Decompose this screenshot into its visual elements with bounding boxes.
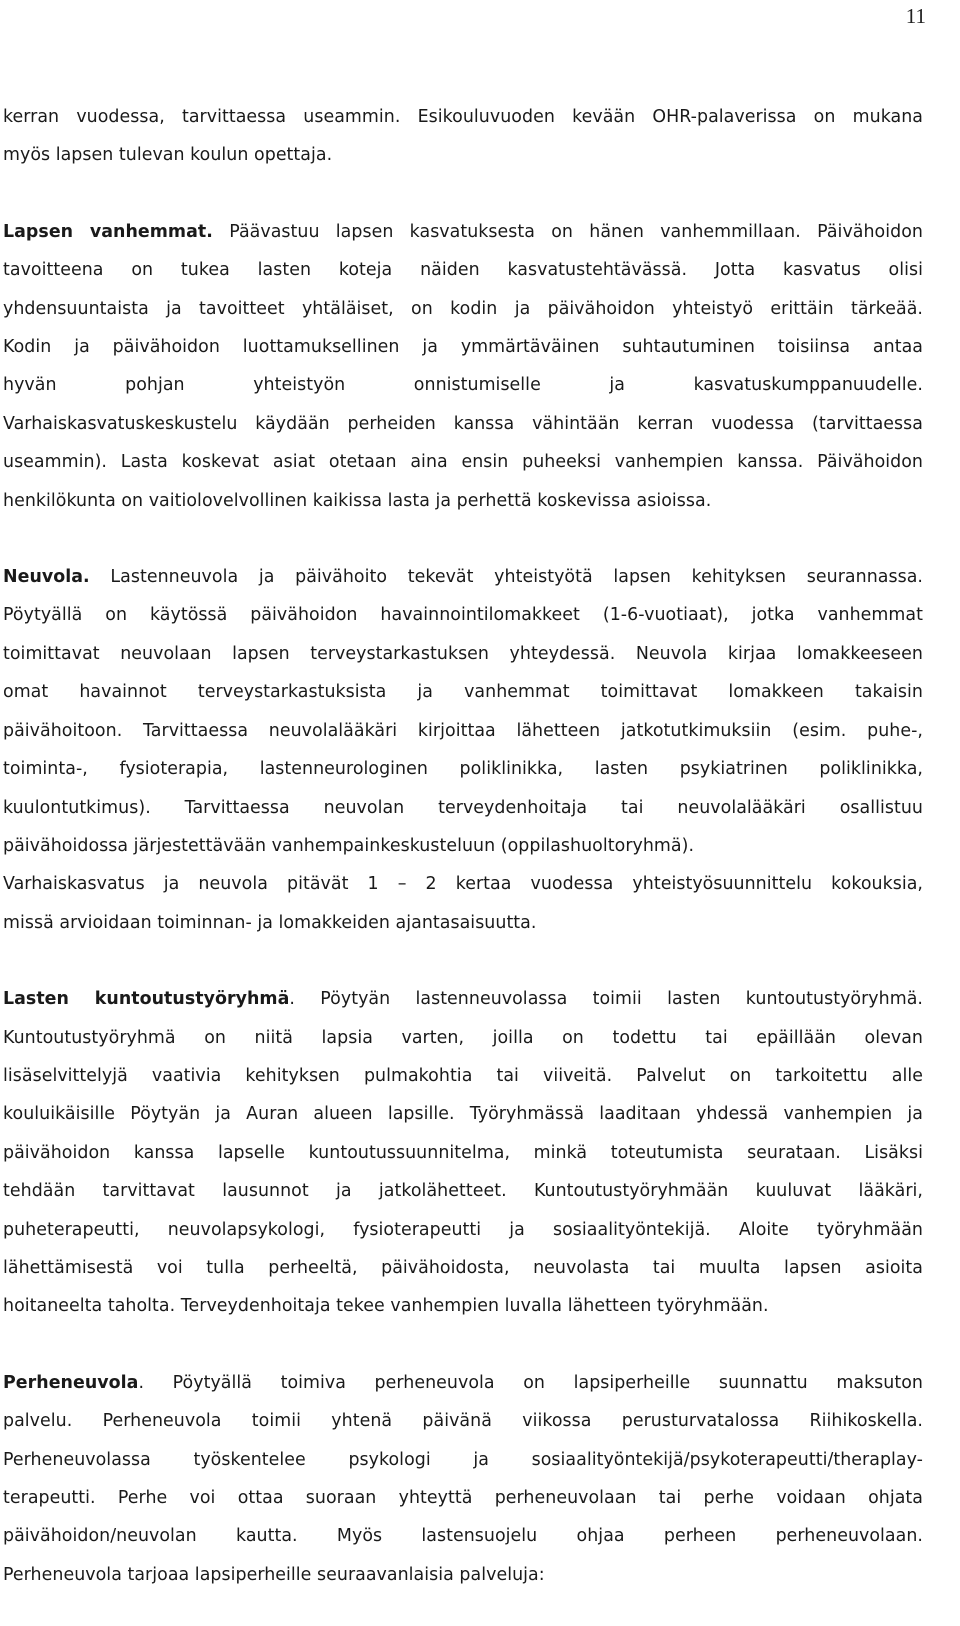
- text-line: henkilökunta on vaitiolovelvollinen kaikissa lasta ja perhettä koskevissa asioissa.: [3, 490, 712, 511]
- text-line: kouluikäisille Pöytyän ja Auran alueen lapsille. Työryhmässä laaditaan yhdessä vanhempien ja: [3, 1104, 923, 1125]
- text-line: päivähoidon kanssa lapselle kuntoutussuunnitelma, minkä toteutumista seurataan. Lisäksi: [3, 1142, 923, 1163]
- text-line: missä arvioidaan toiminnan- ja lomakkeiden ajantasaisuutta.: [3, 912, 537, 933]
- text-line: toimittavat neuvolaan lapsen terveystarkastuksen yhteydessä. Neuvola kirjaa lomakkeeseen: [3, 643, 923, 664]
- text-line: kerran vuodessa, tarvittaessa useammin. Esikouluvuoden kevään OHR-palaverissa on mukana: [3, 107, 923, 127]
- text-line: Perheneuvola tarjoaa lapsiperheille seuraavanlaisia palveluja:: [3, 1564, 545, 1585]
- text-line: Varhaiskasvatus ja neuvola pitävät 1 – 2 kertaa vuodessa yhteistyösuunnittelu kokouksia,: [3, 874, 923, 895]
- paragraph-heading: Neuvola.: [3, 567, 90, 588]
- paragraph-heading: Lapsen vanhemmat.: [3, 221, 213, 242]
- text-line: omat havainnot terveystarkastuksista ja vanhemmat toimittavat lomakkeen takaisin: [3, 682, 923, 703]
- text-line: Perheneuvolassa työskentelee psykologi ja sosiaalityöntekijä/psykoterapeutti/theraplay-: [3, 1449, 923, 1470]
- text-line: useammin). Lasta koskevat asiat otetaan aina ensin puheeksi vanhempien kanssa. Päivähoidon: [3, 452, 923, 473]
- text-line: toiminta-, fysioterapia, lastenneurologinen poliklinikka, lasten psykiatrinen poliklinikka,: [3, 759, 923, 780]
- text-line: Pöytyällä on käytössä päivähoidon havainnointilomakkeet (1-6-vuotiaat), jotka vanhemmat: [3, 605, 923, 626]
- paragraph-heading: Lasten kuntoutustyöryhmä: [3, 989, 290, 1010]
- text-line: puheterapeutti, neuvolapsykologi, fysioterapeutti ja sosiaalityöntekijä. Aloite työryhmään: [3, 1219, 923, 1240]
- text-line: lisäselvittelyjä vaativia kehityksen pulmakohtia tai viiveitä. Palvelut on tarkoitettu alle: [3, 1065, 923, 1086]
- text-line: palvelu. Perheneuvola toimii yhtenä päivänä viikossa perusturvatalossa Riihikoskella.: [3, 1411, 923, 1432]
- document-body: [3, 98, 923, 1594]
- text-line: tehdään tarvittavat lausunnot ja jatkolähetteet. Kuntoutustyöryhmään kuuluvat lääkäri,: [3, 1181, 923, 1202]
- text-line: Lasten kuntoutustyöryhmä. Pöytyän lastenneuvolassa toimii lasten kuntoutustyöryhmä.: [3, 989, 923, 1010]
- text-line: terapeutti. Perhe voi ottaa suoraan yhteyttä perheneuvolaan tai perhe voidaan ohjata: [3, 1488, 923, 1508]
- text-line: Kodin ja päivähoidon luottamuksellinen ja ymmärtäväinen suhtautuminen toisiinsa antaa: [3, 337, 923, 358]
- text-line: lähettämisestä voi tulla perheeltä, päivähoidosta, neuvolasta tai muulta lapsen asioita: [3, 1257, 923, 1278]
- text-line: kuulontutkimus). Tarvittaessa neuvolan terveydenhoitaja tai neuvolalääkäri osallistuu: [3, 797, 923, 818]
- page-number: 11: [905, 4, 926, 28]
- paragraph-heading: Perheneuvola: [3, 1372, 139, 1393]
- text-line: päivähoitoon. Tarvittaessa neuvolalääkäri kirjoittaa lähetteen jatkotutkimuksiin (esim. puhe-,: [3, 720, 923, 741]
- text-line: Varhaiskasvatuskeskustelu käydään perheiden kanssa vähintään kerran vuodessa (tarvittaessa: [3, 413, 923, 434]
- text-line: tavoitteena on tukea lasten koteja näiden kasvatustehtävässä. Jotta kasvatus olisi: [3, 260, 923, 281]
- text-line: hoitaneelta taholta. Terveydenhoitaja tekee vanhempien luvalla lähetteen työryhmään.: [3, 1296, 769, 1317]
- text-line: päivähoidossa järjestettävään vanhempainkeskusteluun (oppilashuoltoryhmä).: [3, 835, 695, 856]
- text-line: yhdensuuntaista ja tavoitteet yhtäläiset, on kodin ja päivähoidon yhteistyö erittäin tärkeää.: [3, 298, 923, 319]
- text-line: Neuvola. Lastenneuvola ja päivähoito tekevät yhteistyötä lapsen kehityksen seurannassa.: [3, 567, 923, 588]
- paragraph-neuvola: [3, 558, 923, 942]
- text-line: Lapsen vanhemmat. Päävastuu lapsen kasvatuksesta on hänen vanhemmillaan. Päivähoidon: [3, 221, 923, 242]
- text-line: Perheneuvola. Pöytyällä toimiva perheneuvola on lapsiperheille suunnattu maksuton: [3, 1372, 923, 1393]
- paragraph-intro: [3, 98, 923, 175]
- paragraph-lasten-kuntoutustyoryhma: [3, 980, 923, 1326]
- text-line: myös lapsen tulevan koulun opettaja.: [3, 145, 333, 166]
- text-line: Kuntoutustyöryhmä on niitä lapsia varten, joilla on todettu tai epäillään olevan: [3, 1027, 923, 1048]
- text-line: päivähoidon/neuvolan kautta. Myös lastensuojelu ohjaa perheen perheneuvolaan.: [3, 1526, 923, 1547]
- paragraph-lapsen-vanhemmat: [3, 213, 923, 520]
- text-line: hyvän pohjan yhteistyön onnistumiselle ja kasvatuskumppanuudelle.: [3, 375, 923, 396]
- paragraph-perheneuvola: [3, 1364, 923, 1594]
